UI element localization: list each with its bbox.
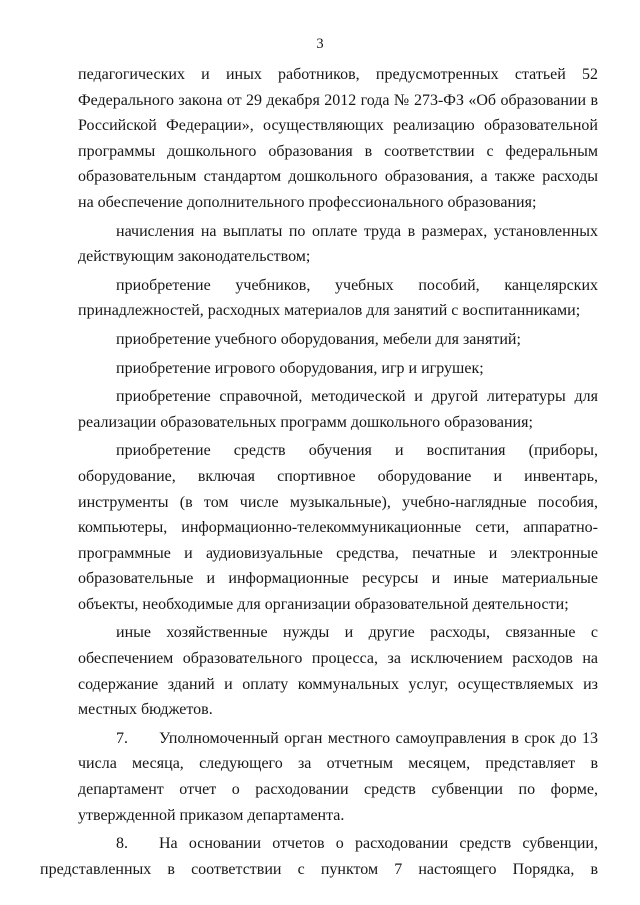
item-text: Уполномоченный орган местного самоуправления в срок до 13 числа месяца, следующего за отчетным месяцем, представляет в департамент отчет о расходовании средств субвенции по форме, утвержденной приказом департамента.	[78, 729, 598, 824]
paragraph-equipment: приобретение учебного оборудования, мебели для занятий;	[116, 330, 521, 348]
item-number: 7.	[116, 729, 128, 747]
numbered-item-8	[40, 831, 598, 882]
paragraph-payroll-charges: начисления на выплаты по оплате труда в размерах, установленных действующим законодательством;	[78, 222, 598, 266]
paragraph-continuation: педагогических и иных работников, предусмотренных статьей 52 Федерального закона от 29 декабря 2012 года № 273-ФЗ «Об образовании в Российской Федерации», осуществляющих реализацию образовательной программы дошкольного образования в соответствии с федеральным образовательным стандартом дошкольного образования, а также расходы на обеспечение дополнительного профессионального образования;	[78, 66, 598, 211]
item-text-line1: На основании отчетов о расходовании средств субвенции,	[159, 835, 598, 853]
numbered-item-7	[78, 726, 598, 828]
paragraph-textbooks: приобретение учебников, учебных пособий, канцелярских принадлежностей, расходных материалов для занятий с воспитанниками;	[78, 276, 598, 320]
paragraph-literature: приобретение справочной, методической и другой литературы для реализации образовательных программ дошкольного образования;	[78, 388, 598, 431]
item-number: 8.	[116, 835, 128, 853]
paragraph-other-needs: иные хозяйственные нужды и другие расходы, связанные с обеспечением образовательного процесса, за исключением расходов на содержание зданий и оплату коммунальных услуг, осуществляемых из местных бюджетов.	[78, 624, 598, 719]
page-number: 3	[316, 36, 324, 52]
paragraph-toys: приобретение игрового оборудования, игр и игрушек;	[116, 359, 484, 377]
document-body	[40, 62, 598, 882]
item-text-line2: представленных в соответствии с пунктом 7 настоящего Порядка, в	[40, 860, 598, 878]
paragraph-teaching-tools: приобретение средств обучения и воспитания (приборы, оборудование, включая спортивное оборудование и инвентарь, инструменты (в том числе музыкальные), учебно-наглядные пособия, компьютеры, информационно-телекоммуникационные сети, аппаратно-программные и аудиовизуальные средства, печатные и электронные образовательные и информационные ресурсы и иные материальные объекты, необходимые для организации образовательной деятельности;	[78, 442, 598, 613]
